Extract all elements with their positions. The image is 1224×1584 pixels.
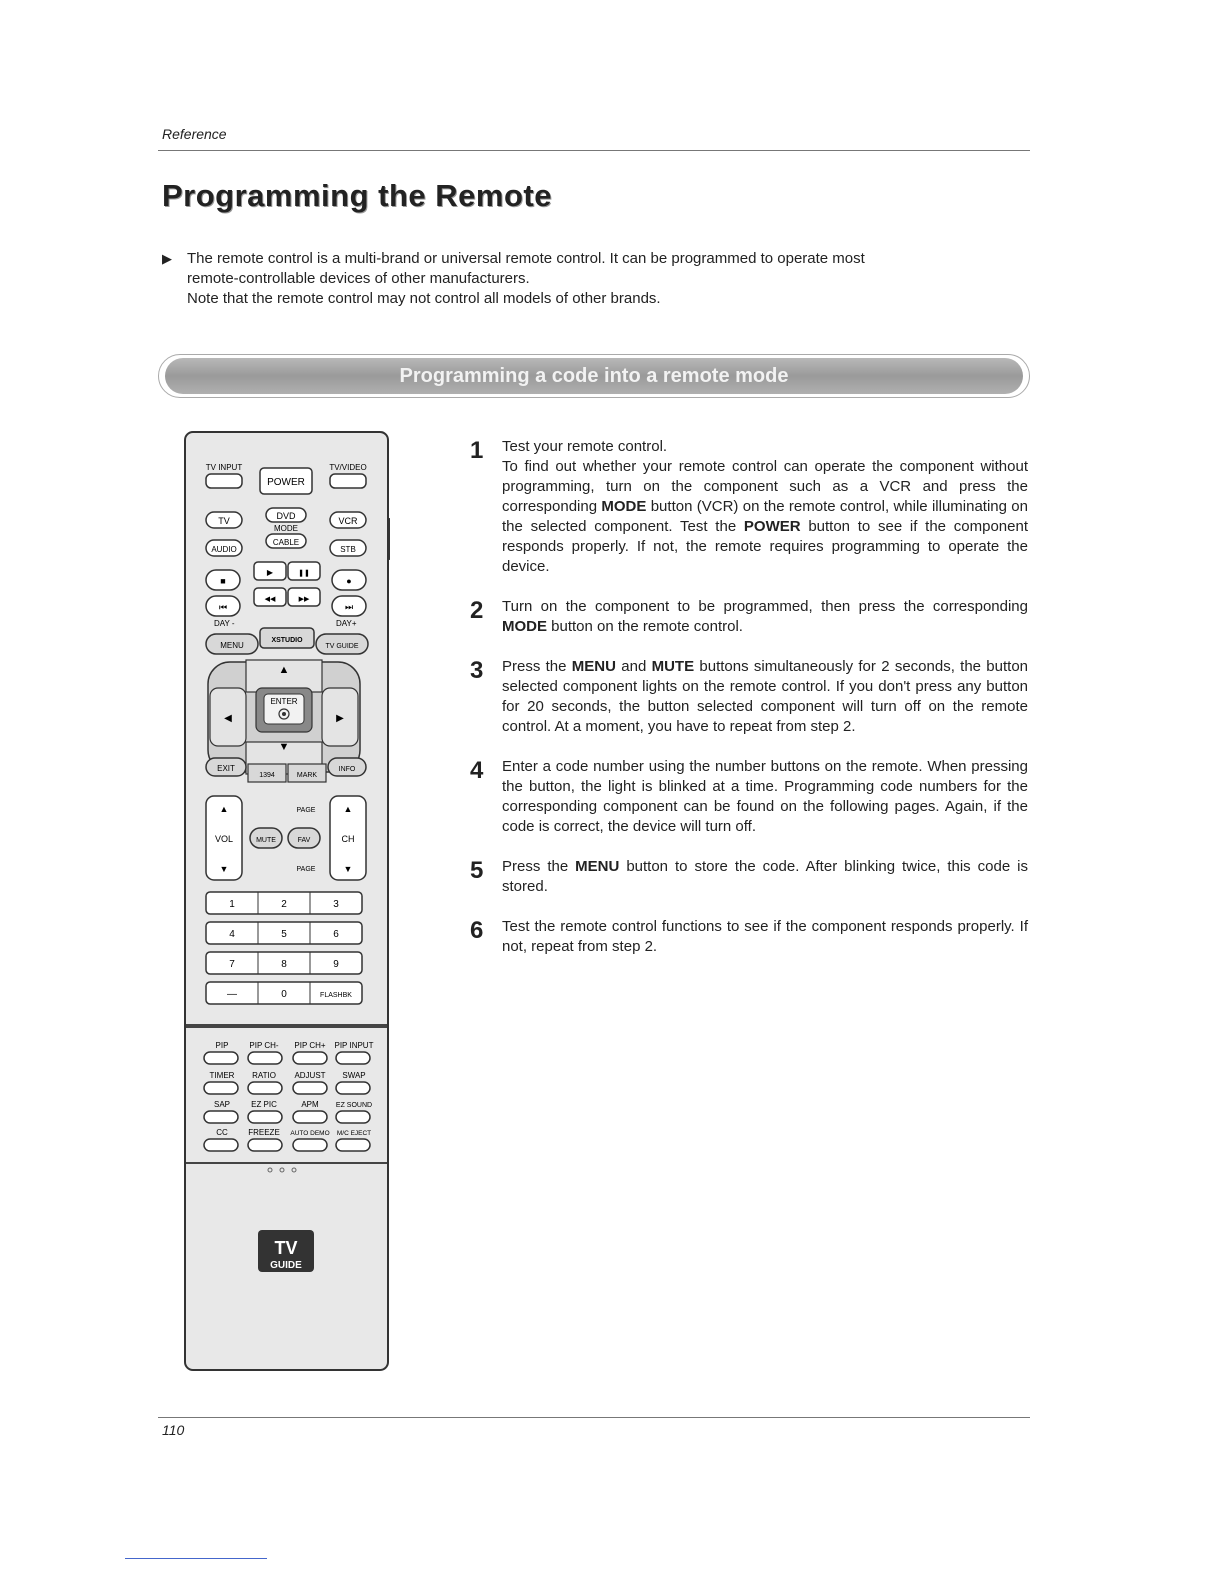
day-plus-label: DAY+ <box>336 619 357 628</box>
page-down-label: PAGE <box>296 866 316 873</box>
volume-label: VOL <box>214 834 234 844</box>
top-rule <box>158 150 1030 151</box>
function-button[interactable] <box>248 1111 282 1123</box>
step-text: Enter a code number using the number buttons on the remote. When pressing the button, the light is blinked at a time. Programming code numbers for the corresponding component can be found on the following pages. Again, if the code is correct, the device will turn off. <box>502 758 1028 835</box>
record-icon: ● <box>346 576 352 586</box>
step-6 <box>470 917 1028 957</box>
step-number: 2 <box>470 597 484 624</box>
step-text: Press the MENU button to store the code. After blinking twice, this code is stored. <box>502 858 1029 895</box>
audio-mode-label: AUDIO <box>211 545 237 554</box>
skip-back-icon: ⏮ <box>218 602 228 612</box>
enter-label: ENTER <box>270 697 298 706</box>
number-key[interactable]: 4 <box>229 929 235 940</box>
section-banner-title: Programming a code into a remote mode <box>165 358 1023 394</box>
step-text: Turn on the component to be programmed, then press the corresponding MODE button on the remote control. <box>502 598 1028 635</box>
left-arrow-icon: ◀ <box>224 713 232 724</box>
function-label: FREEZE <box>248 1128 280 1137</box>
steps-list <box>470 437 1028 977</box>
tv-input-label: TV INPUT <box>205 463 243 472</box>
intro-line: remote-controllable devices of other manufacturers. <box>187 270 530 287</box>
number-key[interactable]: 5 <box>281 929 287 940</box>
number-key[interactable]: 7 <box>229 959 235 970</box>
step-number: 6 <box>470 917 484 944</box>
svg-text:TV: TV <box>274 1238 298 1258</box>
section-banner <box>158 354 1030 398</box>
exit-label: EXIT <box>217 764 235 773</box>
function-label: M/C EJECT <box>336 1130 372 1137</box>
step-text: Test the remote control functions to see if the component responds properly. If not, repeat from step 2. <box>502 918 1028 955</box>
play-icon: ▶ <box>266 568 274 577</box>
intro <box>162 249 1022 309</box>
volume-up-icon: ▲ <box>219 804 229 814</box>
function-button[interactable] <box>293 1082 327 1094</box>
cable-mode-label: CABLE <box>272 538 300 547</box>
page-up-label: PAGE <box>296 807 316 814</box>
pause-icon: ❚❚ <box>298 570 310 577</box>
function-label: PIP <box>215 1041 229 1050</box>
mute-label: MUTE <box>256 837 276 844</box>
intro-line: The remote control is a multi-brand or universal remote control. It can be programmed to operate most <box>187 250 865 267</box>
info-label: INFO <box>338 766 356 773</box>
fast-forward-icon: ▶▶ <box>298 596 310 603</box>
number-key[interactable]: 8 <box>281 959 287 970</box>
function-label: PIP INPUT <box>334 1041 374 1050</box>
stb-mode-label: STB <box>340 545 356 554</box>
down-arrow-icon: ▼ <box>278 741 290 753</box>
tv-video-label: TV/VIDEO <box>329 463 367 472</box>
mode-label: MODE <box>274 524 298 533</box>
xstudio-label: XSTUDIO <box>271 637 303 644</box>
function-label: PIP CH- <box>249 1041 279 1050</box>
remote-illustration <box>184 430 390 1374</box>
function-button[interactable] <box>336 1139 370 1151</box>
function-button[interactable] <box>248 1082 282 1094</box>
channel-down-icon: ▼ <box>343 864 353 874</box>
volume-down-icon: ▼ <box>219 864 229 874</box>
function-label: EZ SOUND <box>335 1102 373 1109</box>
step-2 <box>470 597 1028 637</box>
skip-forward-icon: ⏭ <box>344 602 354 612</box>
step-number: 1 <box>470 437 484 464</box>
number-key[interactable]: 0 <box>281 989 287 1000</box>
function-button[interactable] <box>293 1139 327 1151</box>
step-text: Test your remote control. <box>502 438 668 455</box>
function-button[interactable] <box>204 1052 238 1064</box>
function-button[interactable] <box>293 1052 327 1064</box>
function-button[interactable] <box>248 1052 282 1064</box>
i1394-label: 1394 <box>259 772 275 779</box>
channel-up-icon: ▲ <box>343 804 353 814</box>
function-label: CC <box>216 1128 228 1137</box>
channel-label: CH <box>341 834 355 844</box>
stop-icon: ■ <box>220 576 226 586</box>
function-label: APM <box>301 1100 319 1109</box>
svg-text:GUIDE: GUIDE <box>270 1260 302 1271</box>
step-5 <box>470 857 1028 897</box>
function-label: EZ PIC <box>251 1100 277 1109</box>
step-text: Press the MENU and MUTE buttons simultaneously for 2 seconds, the button selected component lights on the remote control. If you don't press any button for 20 seconds, the button selected component will turn off on the remote control. At a moment, you have to repeat from step 2. <box>502 658 1029 735</box>
function-button[interactable] <box>204 1139 238 1151</box>
day-minus-label: DAY - <box>214 619 235 628</box>
function-label: SWAP <box>342 1071 366 1080</box>
section-label: Reference <box>162 126 227 142</box>
dvd-mode-label: DVD <box>276 511 296 521</box>
fav-label: FAV <box>297 837 311 844</box>
function-label: TIMER <box>209 1071 235 1080</box>
tv-guide-logo <box>258 1230 314 1272</box>
tv-mode-label: TV <box>218 516 230 526</box>
number-key[interactable]: 2 <box>281 899 287 910</box>
step-number: 4 <box>470 757 484 784</box>
step-number: 3 <box>470 657 484 684</box>
number-key[interactable]: 9 <box>333 959 339 970</box>
flashbk-key[interactable]: FLASHBK <box>320 992 352 999</box>
step-1 <box>470 437 1028 577</box>
number-key[interactable]: 1 <box>229 899 235 910</box>
function-button[interactable] <box>336 1052 370 1064</box>
tv-video-button[interactable] <box>330 474 366 488</box>
mark-label: MARK <box>296 772 318 779</box>
bullet-arrow-icon: ▶ <box>162 251 172 266</box>
rewind-icon: ◀◀ <box>264 596 276 603</box>
function-label: AUTO DEMO <box>290 1130 330 1137</box>
vcr-mode-label: VCR <box>338 516 358 526</box>
page-title: Programming the Remote <box>162 178 552 213</box>
function-button[interactable] <box>293 1111 327 1123</box>
step-4 <box>470 757 1028 837</box>
function-button[interactable] <box>248 1139 282 1151</box>
tv-input-button[interactable] <box>206 474 242 488</box>
page-number: 110 <box>162 1422 185 1438</box>
step-3 <box>470 657 1028 737</box>
link-underline <box>125 1558 267 1559</box>
up-arrow-icon: ▲ <box>278 664 290 676</box>
right-arrow-icon: ▶ <box>336 713 344 724</box>
bottom-rule <box>158 1417 1030 1418</box>
tv-guide-label: TV GUIDE <box>325 643 359 650</box>
function-label: SAP <box>213 1100 231 1109</box>
step-text: To find out whether your remote control can operate the component without programming, turn on the component such as a VCR and press the corresponding MODE button (VCR) on the remote control, while illuminating on the selected component. Test the POWER button to see if the component responds properly. If not, the remote requires programming to operate the device. <box>502 458 1028 575</box>
power-label: POWER <box>267 477 305 488</box>
function-label: RATIO <box>252 1071 276 1080</box>
function-button[interactable] <box>204 1082 238 1094</box>
function-button[interactable] <box>336 1082 370 1094</box>
function-label: ADJUST <box>294 1071 326 1080</box>
intro-line: Note that the remote control may not control all models of other brands. <box>187 290 661 307</box>
dash-key[interactable]: — <box>227 989 237 1000</box>
step-number: 5 <box>470 857 484 884</box>
number-key[interactable]: 6 <box>333 929 339 940</box>
function-button[interactable] <box>336 1111 370 1123</box>
menu-label: MENU <box>220 641 244 650</box>
number-key[interactable]: 3 <box>333 899 339 910</box>
function-label: PIP CH+ <box>294 1041 326 1050</box>
function-button[interactable] <box>204 1111 238 1123</box>
